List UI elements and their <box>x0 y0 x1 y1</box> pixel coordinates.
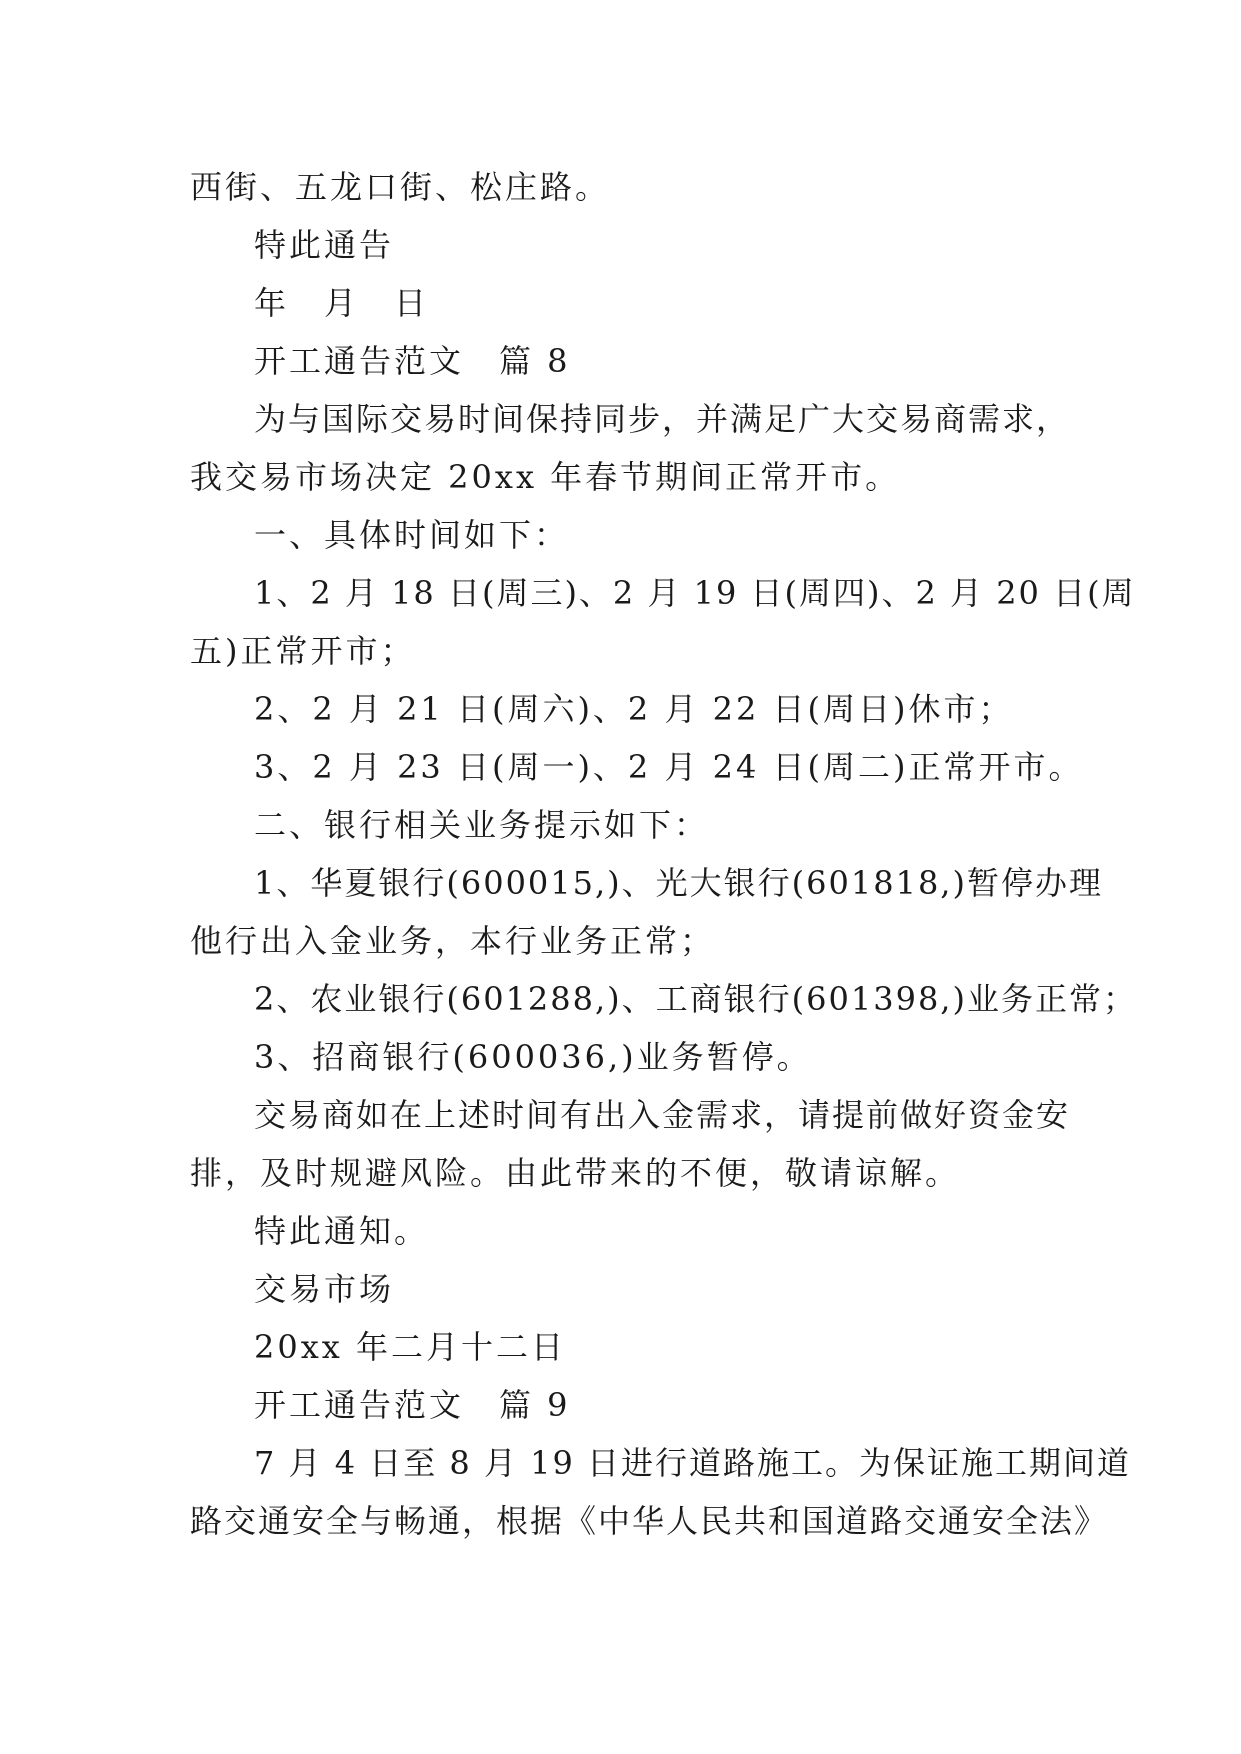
paragraph-line: 3、2 月 23 日(周一)、2 月 24 日(周二)正常开市。 <box>254 748 1084 786</box>
paragraph-line: 1、2 月 18 日(周三)、2 月 19 日(周四)、2 月 20 日(周 <box>254 574 1136 612</box>
paragraph-line: 排，及时规避风险。由此带来的不便，敬请谅解。 <box>190 1154 961 1192</box>
paragraph-line: 2、2 月 21 日(周六)、2 月 22 日(周日)休市； <box>254 690 1014 728</box>
paragraph-line: 我交易市场决定 20xx 年春节期间正常开市。 <box>190 458 901 496</box>
paragraph-line: 交易市场 <box>254 1270 395 1308</box>
paragraph-line: 1、华夏银行(600015,)、光大银行(601818,)暂停办理 <box>254 864 1103 902</box>
paragraph-line: 2、农业银行(601288,)、工商银行(601398,)业务正常； <box>254 980 1137 1018</box>
paragraph-line: 为与国际交易时间保持同步，并满足广大交易商需求， <box>254 400 1071 438</box>
paragraph-line: 20xx 年二月十二日 <box>254 1328 566 1366</box>
paragraph-line: 特此通告 <box>254 226 395 264</box>
paragraph-line: 五)正常开市； <box>190 632 416 670</box>
paragraph-line: 7 月 4 日至 8 月 19 日进行道路施工。为保证施工期间道 <box>254 1444 1132 1482</box>
document-page <box>190 158 1137 1550</box>
section-heading: 开工通告范文 篇 9 <box>254 1386 571 1424</box>
paragraph-line: 路交通安全与畅通，根据《中华人民共和国道路交通安全法》 <box>190 1502 1109 1540</box>
paragraph-line: 他行出入金业务，本行业务正常； <box>190 922 716 960</box>
paragraph-line: 一、具体时间如下： <box>254 516 570 554</box>
paragraph-line: 二、银行相关业务提示如下： <box>254 806 710 844</box>
paragraph-line: 西街、五龙口街、松庄路。 <box>190 168 611 206</box>
paragraph-line: 年 月 日 <box>254 284 430 322</box>
paragraph-line: 特此通知。 <box>254 1212 430 1250</box>
paragraph-line: 交易商如在上述时间有出入金需求，请提前做好资金安 <box>254 1096 1071 1134</box>
paragraph-line: 3、招商银行(600036,)业务暂停。 <box>254 1038 812 1076</box>
section-heading: 开工通告范文 篇 8 <box>254 342 571 380</box>
